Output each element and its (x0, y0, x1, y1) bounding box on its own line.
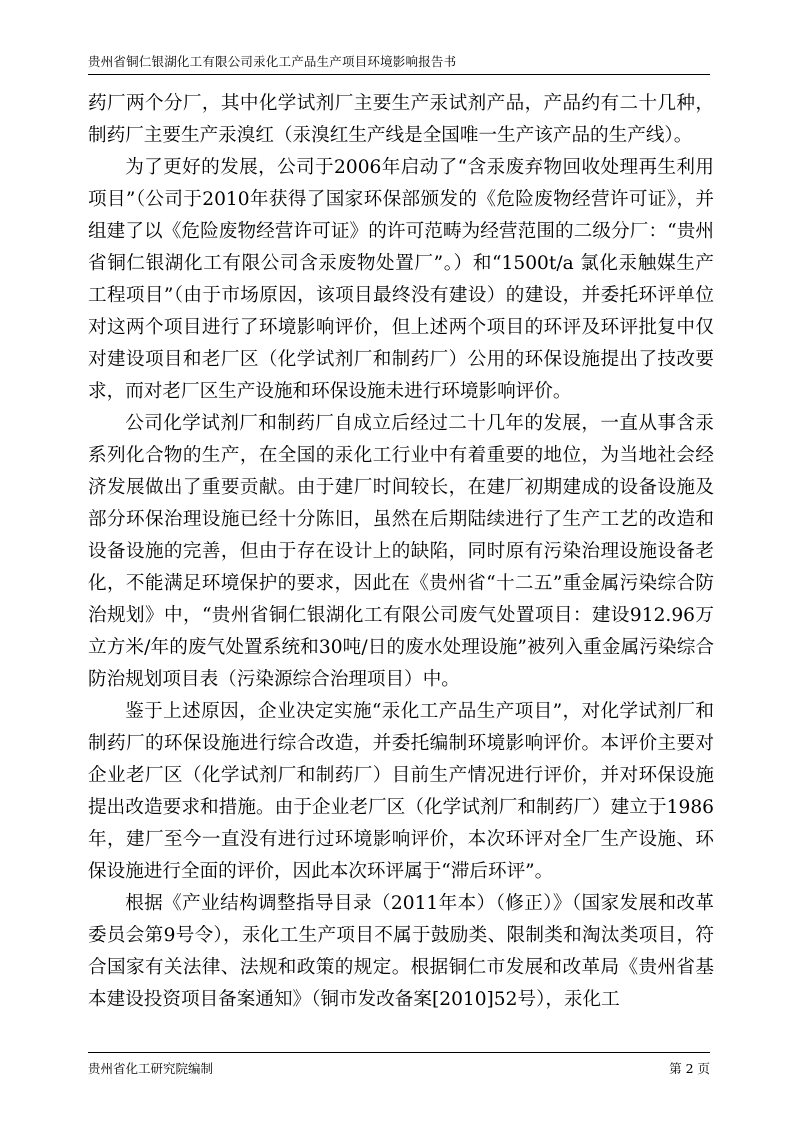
page-number: 第 2 页 (669, 1061, 710, 1076)
paragraph-history: 公司化学试剂厂和制药厂自成立后经过二十几年的发展，一直从事含汞系列化合物的生产，在全国的汞化工行业中有着重要的地位，为当地社会经济发展做出了重要贡献。由于建厂时间较长，在建厂初期建成的设备设施及部分环保治理设施已经十分陈旧，虽然在后期陆续进行了生产工艺的改造和设备设施的完善，但由于存在设计上的缺陷，同时原有污染治理设施设备老化，不能满足环境保护的要求，因此在《贵州省“十二五”重金属污染综合防治规划》中，“贵州省铜仁银湖化工有限公司废气处置项目：建设912.96万立方米/年的废气处置系统和30吨/日的废水处理设施”被列入重金属污染综合防治规划项目表（污染源综合治理项目）中。 (88, 413, 714, 690)
paragraph-development: 为了更好的发展，公司于2006年启动了“含汞废弃物回收处理再生利用项目”（公司于2010年获得了国家环保部颁发的《危险废物经营许可证》，并组建了以《危险废物经营许可证》的许可范畴为经营范围的二级分厂：“贵州省铜仁银湖化工有限公司含汞废物处置厂”。）和“1500t/a 氯化汞触媒生产工程项目”（由于市场原因，该项目最终没有建设）的建设，并委托环评单位对这两个项目进行了环境影响评价，但上述两个项目的环评及环评批复中仅对建设项目和老厂区（化学试剂厂和制药厂）公用的环保设施提出了技改要求，而对老厂区生产设施和环保设施未进行环境影响评价。 (88, 157, 714, 402)
document-body (88, 88, 714, 1016)
page-footer (88, 1052, 710, 1077)
paragraph-policy: 根据《产业结构调整指导目录（2011年本）（修正）》（国家发展和改革委员会第9号令），汞化工生产项目不属于鼓励类、限制类和淘汰类项目，符合国家有关法律、法规和政策的规定。根据铜仁市发展和改革局《贵州省基本建设投资项目备案通知》（铜市发改备案[2010]52号），汞化工 (88, 893, 714, 1010)
header-title: 贵州省铜仁银湖化工有限公司汞化工产品生产项目环境影响报告书 (88, 54, 457, 69)
footer-organization: 贵州省化工研究院编制 (88, 1061, 214, 1076)
paragraph-assessment: 鉴于上述原因，企业决定实施“汞化工产品生产项目”，对化学试剂厂和制药厂的环保设施进行综合改造，并委托编制环境影响评价。本评价主要对企业老厂区（化学试剂厂和制药厂）目前生产情况进行评价，并对环保设施提出改造要求和措施。由于企业老厂区（化学试剂厂和制药厂）建立于1986年，建厂至今一直没有进行过环境影响评价，本次环评对全厂生产设施、环保设施进行全面的评价，因此本次环评属于“滞后环评”。 (88, 701, 714, 882)
page-header (88, 52, 710, 75)
paragraph-continuation: 药厂两个分厂，其中化学试剂厂主要生产汞试剂产品，产品约有二十几种，制药厂主要生产汞溴红（汞溴红生产线是全国唯一生产该产品的生产线）。 (88, 93, 714, 146)
